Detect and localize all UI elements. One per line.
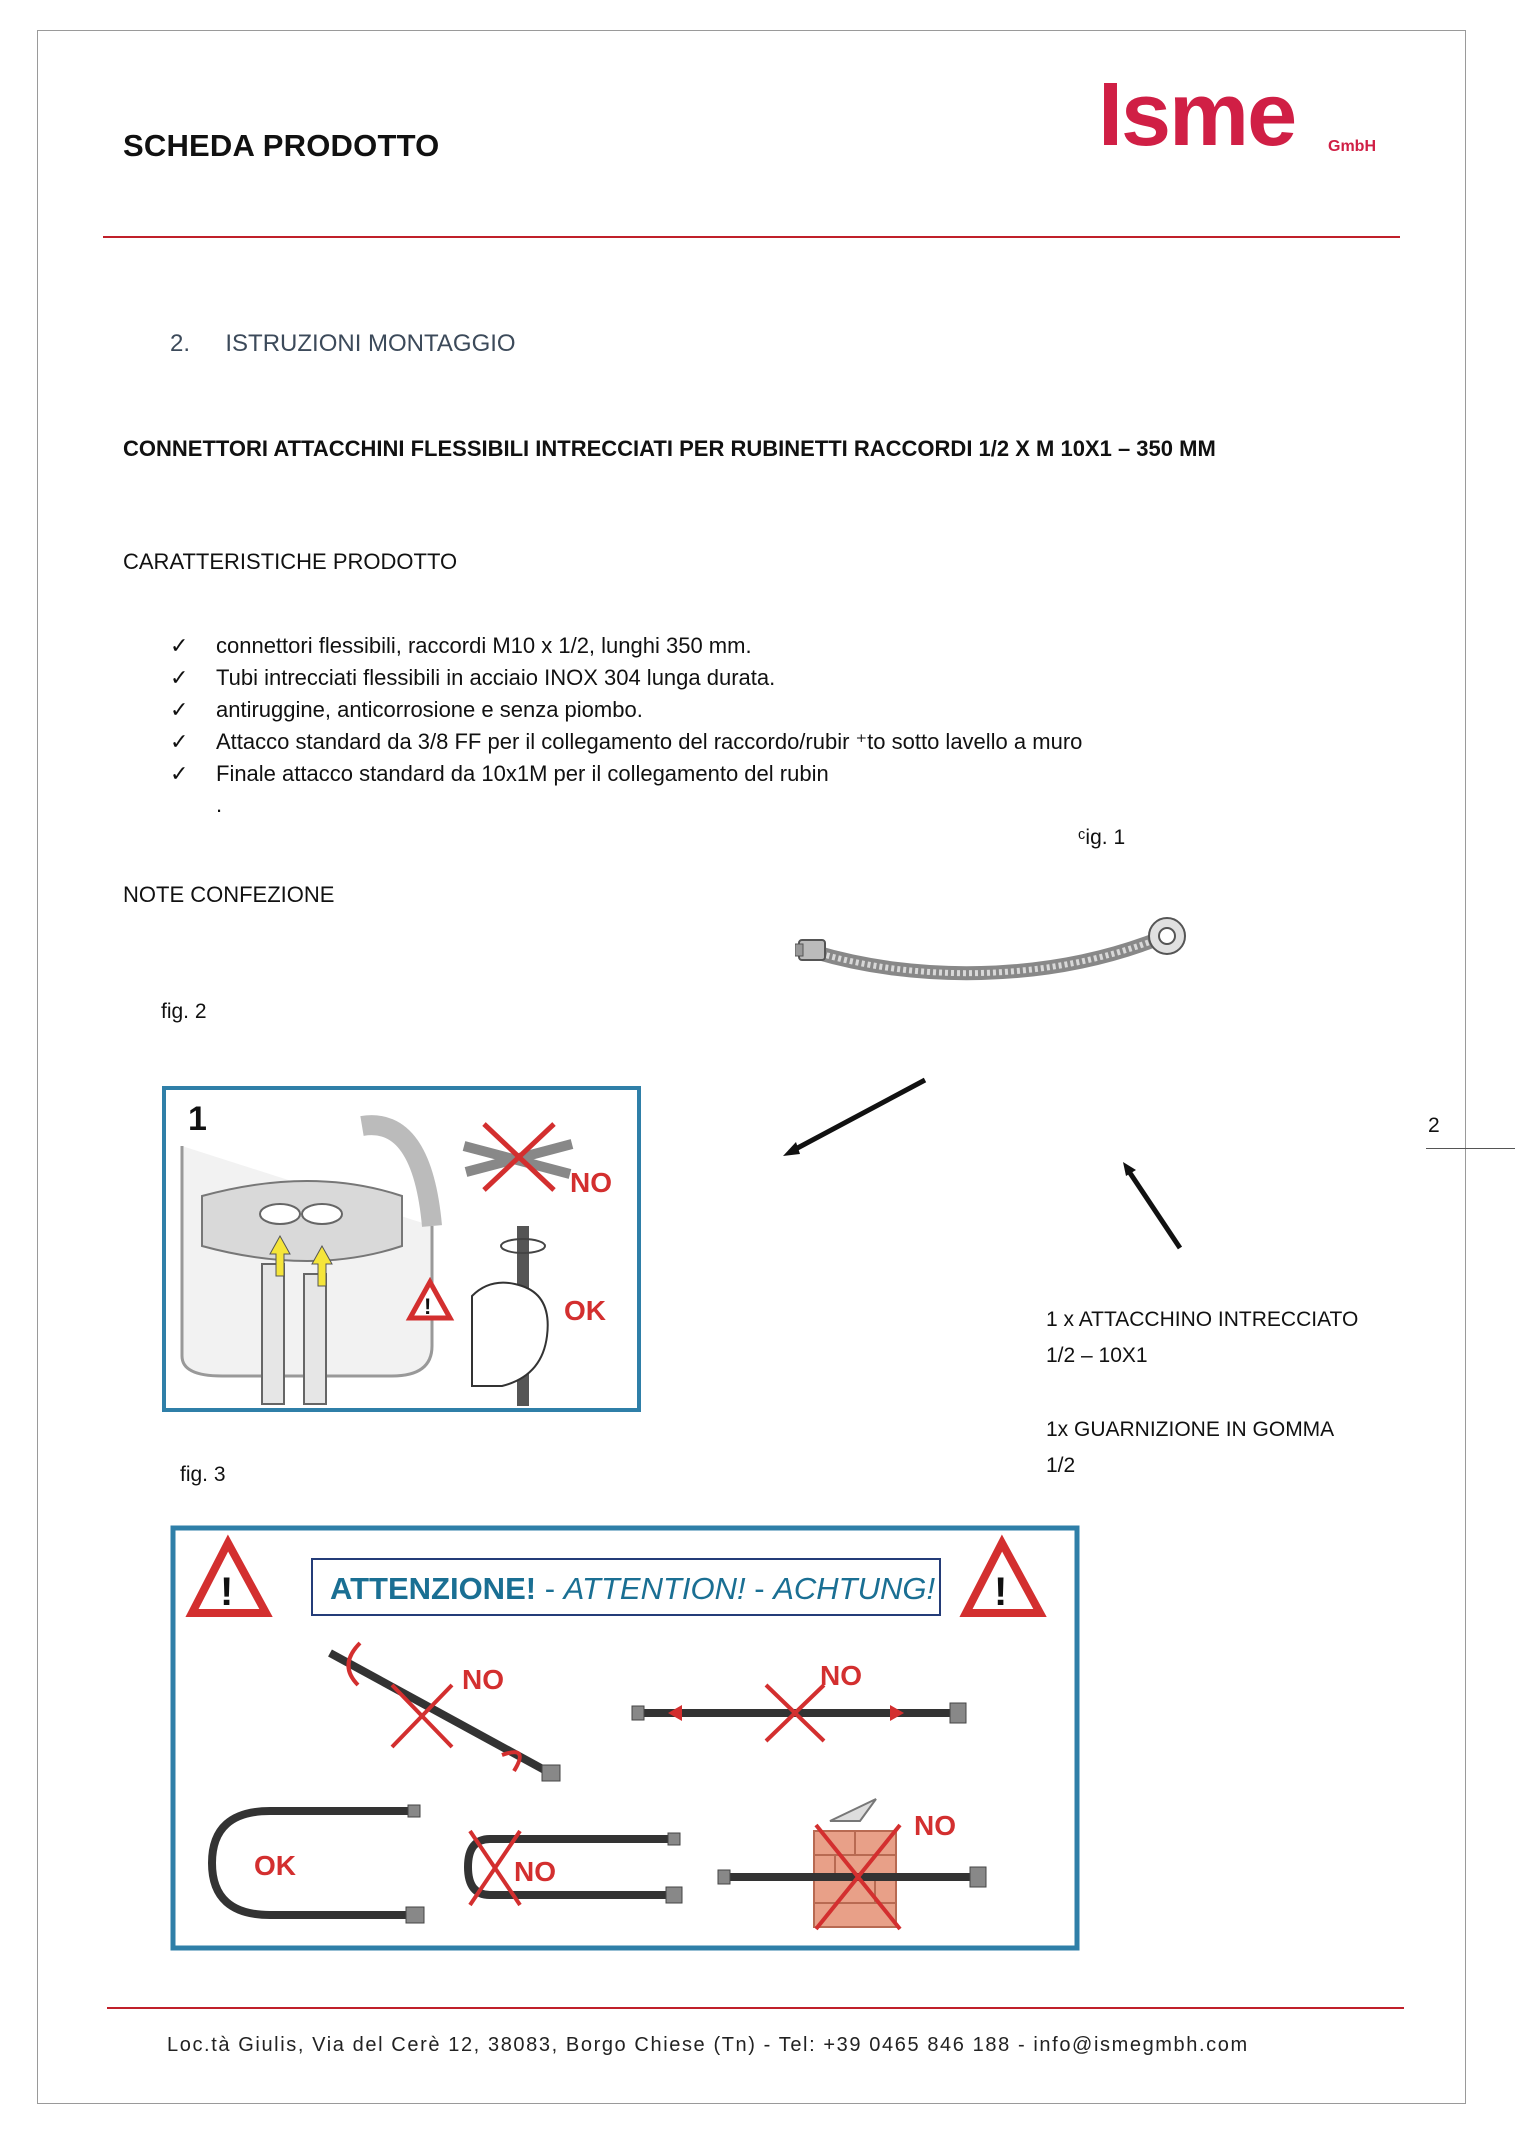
features-list <box>170 630 1082 790</box>
checkmark-icon: ✓ <box>170 729 189 754</box>
svg-text:!: ! <box>220 1570 234 1614</box>
list-item <box>170 694 1082 726</box>
checkmark-icon: ✓ <box>170 761 189 786</box>
svg-text:!: ! <box>424 1294 432 1319</box>
feature-text: Attacco standard da 3/8 FF per il collegamento del raccordo/rubir ⁺to sotto lavello a muro <box>216 729 1083 754</box>
braided-hose-icon <box>795 918 1185 973</box>
section-title: ISTRUZIONI MONTAGGIO <box>225 330 516 357</box>
feature-text: Finale attacco standard da 10x1M per il collegamento del rubin <box>216 761 829 786</box>
attention-banner <box>330 1571 935 1606</box>
note-heading: NOTE CONFEZIONE <box>123 882 335 907</box>
logo-wordmark: Isme <box>1098 65 1296 165</box>
document-title: SCHEDA PRODOTTO <box>123 128 440 163</box>
banner-french: ATTENTION! <box>563 1571 746 1606</box>
checkmark-icon: ✓ <box>170 697 189 722</box>
features-heading: CARATTERISTICHE PRODOTTO <box>123 549 458 574</box>
footer-rule <box>107 2007 1404 2009</box>
arrow-left-icon <box>783 1080 925 1156</box>
no-label: NO <box>462 1664 504 1695</box>
fig1-hose-image <box>795 900 1205 1010</box>
no-label: NO <box>570 1167 612 1198</box>
feature-text: antiruggine, anticorrosione e senza piombo. <box>216 697 643 722</box>
list-item <box>170 630 1082 662</box>
no-label: NO <box>914 1810 956 1841</box>
list-item <box>170 758 1082 790</box>
section-number: 2. <box>170 330 191 357</box>
arrow-up-icon <box>1123 1162 1180 1248</box>
fig3-panel <box>170 1525 1080 1951</box>
banner-separator: - <box>745 1571 774 1606</box>
no-label: NO <box>514 1856 556 1887</box>
banner-italian: ATTENZIONE! <box>330 1571 537 1606</box>
checkmark-icon: ✓ <box>170 633 189 658</box>
banner-separator: - <box>536 1571 564 1606</box>
checkmark-icon: ✓ <box>170 665 189 690</box>
list-item <box>170 662 1082 694</box>
page-number-rule <box>1426 1148 1515 1149</box>
package-item-2 <box>1046 1412 1334 1484</box>
company-logo <box>1098 65 1388 170</box>
header-rule <box>103 236 1400 238</box>
page-number: 2 <box>1428 1114 1440 1137</box>
list-item <box>170 726 1082 758</box>
banner-german: ACHTUNG! <box>773 1571 936 1606</box>
package-item-1-line1: 1 x ATTACCHINO INTRECCIATO <box>1046 1308 1359 1331</box>
package-item-1-line2: 1/2 – 10X1 <box>1046 1344 1148 1367</box>
pointer-arrows <box>780 1070 1190 1260</box>
fig2-step-number: 1 <box>188 1100 207 1138</box>
trailing-dot: . <box>216 792 223 817</box>
package-item-1 <box>1046 1302 1358 1374</box>
section-heading <box>170 330 516 358</box>
fig3-caption: fig. 3 <box>180 1463 226 1486</box>
product-title: CONNETTORI ATTACCHINI FLESSIBILI INTRECCIATI PER RUBINETTI RACCORDI 1/2 X M 10X1 – 350 MM <box>123 436 1216 461</box>
feature-text: connettori flessibili, raccordi M10 x 1/2, lunghi 350 mm. <box>216 633 752 658</box>
package-item-2-line1: 1x GUARNIZIONE IN GOMMA <box>1046 1418 1335 1441</box>
fig2-caption: fig. 2 <box>161 1000 207 1023</box>
fig2-panel <box>162 1086 641 1412</box>
ok-label: OK <box>254 1850 296 1881</box>
logo-suffix: GmbH <box>1328 138 1376 155</box>
fig1-caption: ᶜiɡ. 1 <box>1078 826 1126 849</box>
ok-label: OK <box>564 1295 606 1326</box>
feature-text: Tubi intrecciati flessibili in acciaio INOX 304 lunga durata. <box>216 665 776 690</box>
svg-text:!: ! <box>994 1570 1008 1614</box>
footer-contact: Loc.tà Giulis, Via del Cerè 12, 38083, Borgo Chiese (Tn) - Tel: +39 0465 846 188 - info@ismegmbh.com <box>167 2034 1249 2056</box>
package-item-2-line2: 1/2 <box>1046 1454 1076 1477</box>
no-label: NO <box>820 1660 862 1691</box>
